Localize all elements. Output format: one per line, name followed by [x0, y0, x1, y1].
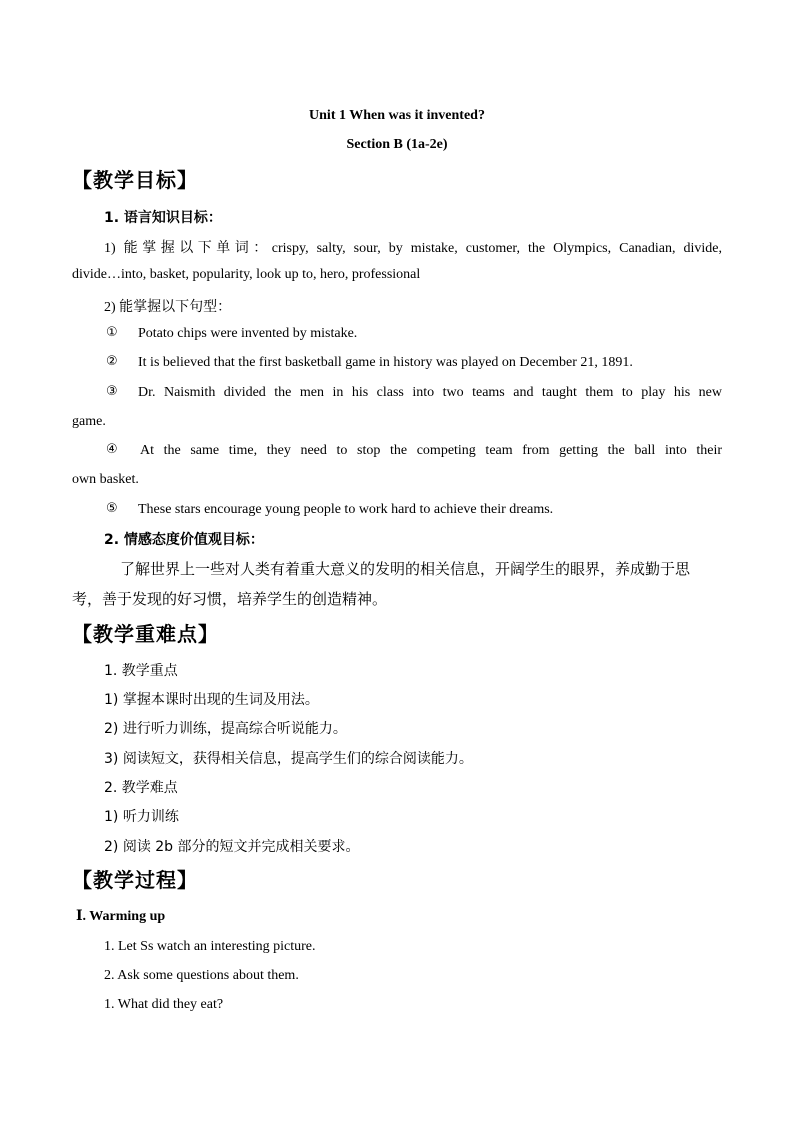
sentence-2: It is believed that the first basketball game in history was played on December 21, 1891.: [138, 355, 633, 370]
process-heading: 【教学过程】: [72, 868, 198, 892]
key-points-heading: 【教学重难点】: [72, 622, 219, 646]
circle-number-3: ③: [106, 384, 118, 399]
sentence-5: These stars encourage young people to work hard to achieve their dreams.: [138, 502, 554, 517]
vocab-line-2: divide…into, basket, popularity, look up to, hero, professional: [72, 267, 421, 282]
vocab-line-1: 1) 能掌握以下单词：crispy, salty, sour, by mistake, customer, the Olympics, Canadian, divide,: [104, 241, 722, 256]
difficult-point-line: 2. 教学难点: [104, 780, 178, 796]
key-point-line: 1) 掌握本课时出现的生词及用法。: [104, 692, 319, 708]
process-line: 1. What did they eat?: [104, 997, 224, 1012]
key-point-line: 2) 进行听力训练，提高综合听说能力。: [104, 721, 347, 737]
warming-up-title: Ⅰ. Warming up: [76, 909, 166, 924]
key-point-line: 3) 阅读短文，获得相关信息，提高学生们的综合阅读能力。: [104, 751, 473, 767]
circle-number-1: ①: [106, 325, 118, 340]
sentence-4-continued: own basket.: [72, 472, 139, 487]
key-point-line: 1. 教学重点: [104, 663, 178, 679]
sentence-4: At the same time, they need to stop the competing team from getting the ball into their: [140, 443, 722, 458]
document-title: Unit 1 When was it invented?: [309, 108, 485, 123]
sentence-3-continued: game.: [72, 414, 106, 429]
sentence-3: Dr. Naismith divided the men in his class into two teams and taught them to play his new: [138, 385, 722, 400]
process-line: 1. Let Ss watch an interesting picture.: [104, 939, 316, 954]
circle-number-5: ⑤: [106, 501, 118, 516]
language-objective-title: 1. 语言知识目标：: [104, 210, 222, 226]
sentence-intro: 2) 能掌握以下句型：: [104, 300, 232, 315]
objectives-heading: 【教学目标】: [72, 168, 198, 192]
emotion-objective-title: 2. 情感态度价值观目标：: [104, 532, 264, 548]
difficult-point-line: 1) 听力训练: [104, 809, 179, 825]
document-subtitle: Section B (1a-2e): [346, 137, 448, 152]
emotion-line-2: 考，善于发现的好习惯，培养学生的创造精神。: [72, 590, 388, 608]
difficult-point-line: 2) 阅读 2b 部分的短文并完成相关要求。: [104, 839, 360, 855]
emotion-line-1: 了解世界上一些对人类有着重大意义的发明的相关信息，开阔学生的眼界，养成勤于思: [120, 560, 691, 578]
process-line: 2. Ask some questions about them.: [104, 968, 299, 983]
circle-number-4: ④: [106, 442, 118, 457]
sentence-1: Potato chips were invented by mistake.: [138, 326, 358, 341]
circle-number-2: ②: [106, 354, 118, 369]
